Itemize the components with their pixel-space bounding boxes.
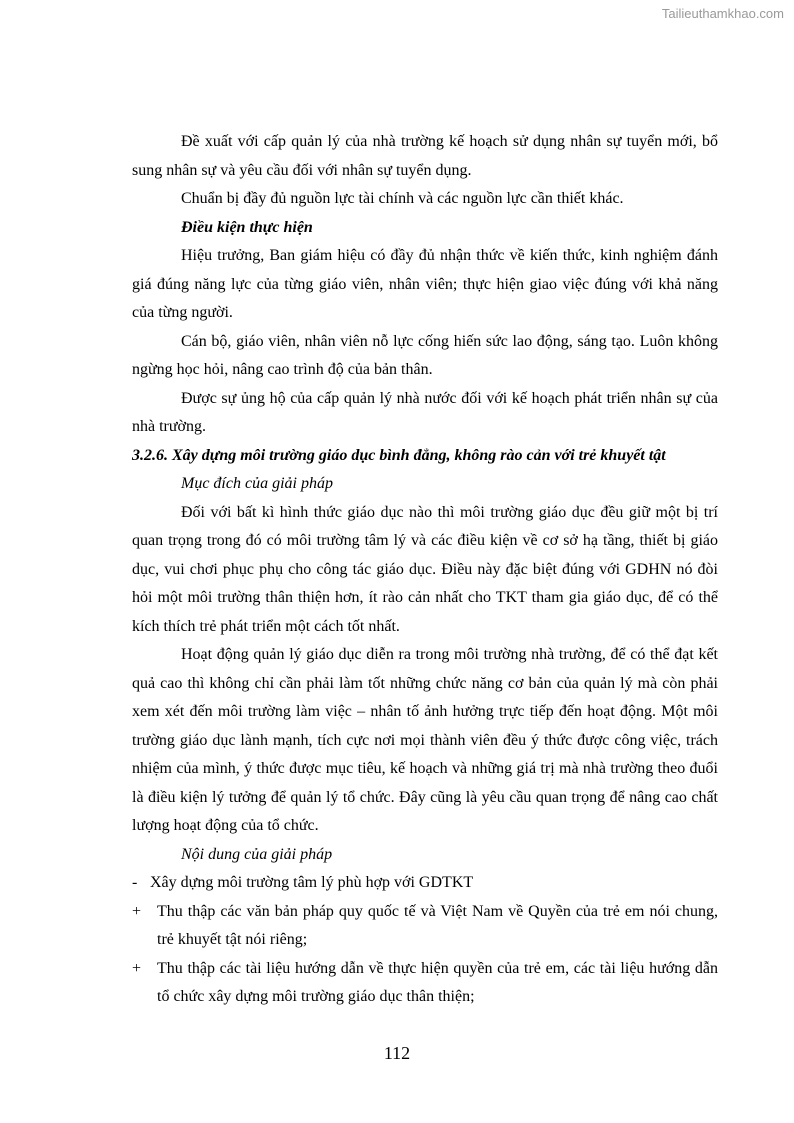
list-item bbox=[132, 898, 718, 955]
list-item-text: Thu thập các tài liệu hướng dẫn về thực hiện quyền của trẻ em, các tài liệu hướng dẫn tổ chức xây dựng môi trường giáo dục thân thiện; bbox=[157, 959, 718, 1005]
paragraph: Được sự ủng hộ của cấp quản lý nhà nước đối với kế hoạch phát triển nhân sự của nhà trường. bbox=[132, 389, 718, 435]
page-body bbox=[132, 128, 718, 1012]
list-item-text: Thu thập các văn bản pháp quy quốc tế và Việt Nam về Quyền của trẻ em nói chung, trẻ khuyết tật nói riêng; bbox=[157, 902, 718, 948]
paragraph: Đối với bất kì hình thức giáo dục nào thì môi trường giáo dục đều giữ một bị trí quan trọng trong đó có môi trường tâm lý và các điều kiện về cơ sở hạ tầng, thiết bị giáo dục, vui chơi phục phụ cho công tác giáo dục. Điều này đặc biệt đúng với GDHN nó đòi hỏi một môi trường thân thiện hơn, ít rào cản nhất cho TKT tham gia giáo dục, để có thể kích thích trẻ phát triển một cách tốt nhất. bbox=[132, 503, 718, 635]
plus-marker: + bbox=[132, 902, 142, 920]
subheading-purpose: Mục đích của giải pháp bbox=[181, 475, 333, 492]
subheading-conditions: Điều kiện thực hiện bbox=[181, 218, 313, 236]
page-number: 112 bbox=[383, 1043, 411, 1063]
paragraph: Chuẩn bị đầy đủ nguồn lực tài chính và các nguồn lực cần thiết khác. bbox=[181, 190, 624, 207]
section-heading: 3.2.6. Xây dựng môi trường giáo dục bình đẳng, không rào cản với trẻ khuyết tật bbox=[132, 446, 666, 464]
watermark: Tailieuthamkhao.com bbox=[661, 6, 784, 21]
paragraph: Đề xuất với cấp quản lý của nhà trường kế hoạch sử dụng nhân sự tuyển mới, bổ sung nhân sự và yêu cầu đối với nhân sự tuyển dụng. bbox=[132, 133, 718, 179]
subheading-content: Nội dung của giải pháp bbox=[181, 845, 333, 863]
paragraph: Hoạt động quản lý giáo dục diễn ra trong môi trường nhà trường, để có thể đạt kết quả cao thì không chỉ cần phải làm tốt những chức năng cơ bản của quản lý mà còn phải xem xét đến môi trường làm việc – nhân tố ảnh hưởng trực tiếp đến hoạt động. Một môi trường giáo dục lành mạnh, tích cực nơi mọi thành viên đều ý thức được công việc, trách nhiệm của mình, ý thức được mục tiêu, kế hoạch và những giá trị mà nhà trường theo đuổi là điều kiện lý tưởng để quản lý tổ chức. Đây cũng là yêu cầu quan trọng để nâng cao chất lượng hoạt động của tổ chức. bbox=[132, 646, 718, 834]
paragraph: Cán bộ, giáo viên, nhân viên nỗ lực cống hiến sức lao động, sáng tạo. Luôn không ngừng học hỏi, nâng cao trình độ của bản thân. bbox=[132, 332, 718, 378]
plus-marker: + bbox=[132, 959, 142, 977]
list-item-text: Xây dựng môi trường tâm lý phù hợp với GDTKT bbox=[150, 874, 474, 891]
paragraph: Hiệu trưởng, Ban giám hiệu có đầy đủ nhận thức về kiến thức, kinh nghiệm đánh giá đúng năng lực của từng giáo viên, nhân viên; thực hiện giao việc đúng với khả năng của từng người. bbox=[132, 247, 718, 321]
dash-marker: - bbox=[132, 874, 138, 891]
list-item bbox=[132, 955, 718, 1012]
list-item bbox=[132, 869, 718, 898]
